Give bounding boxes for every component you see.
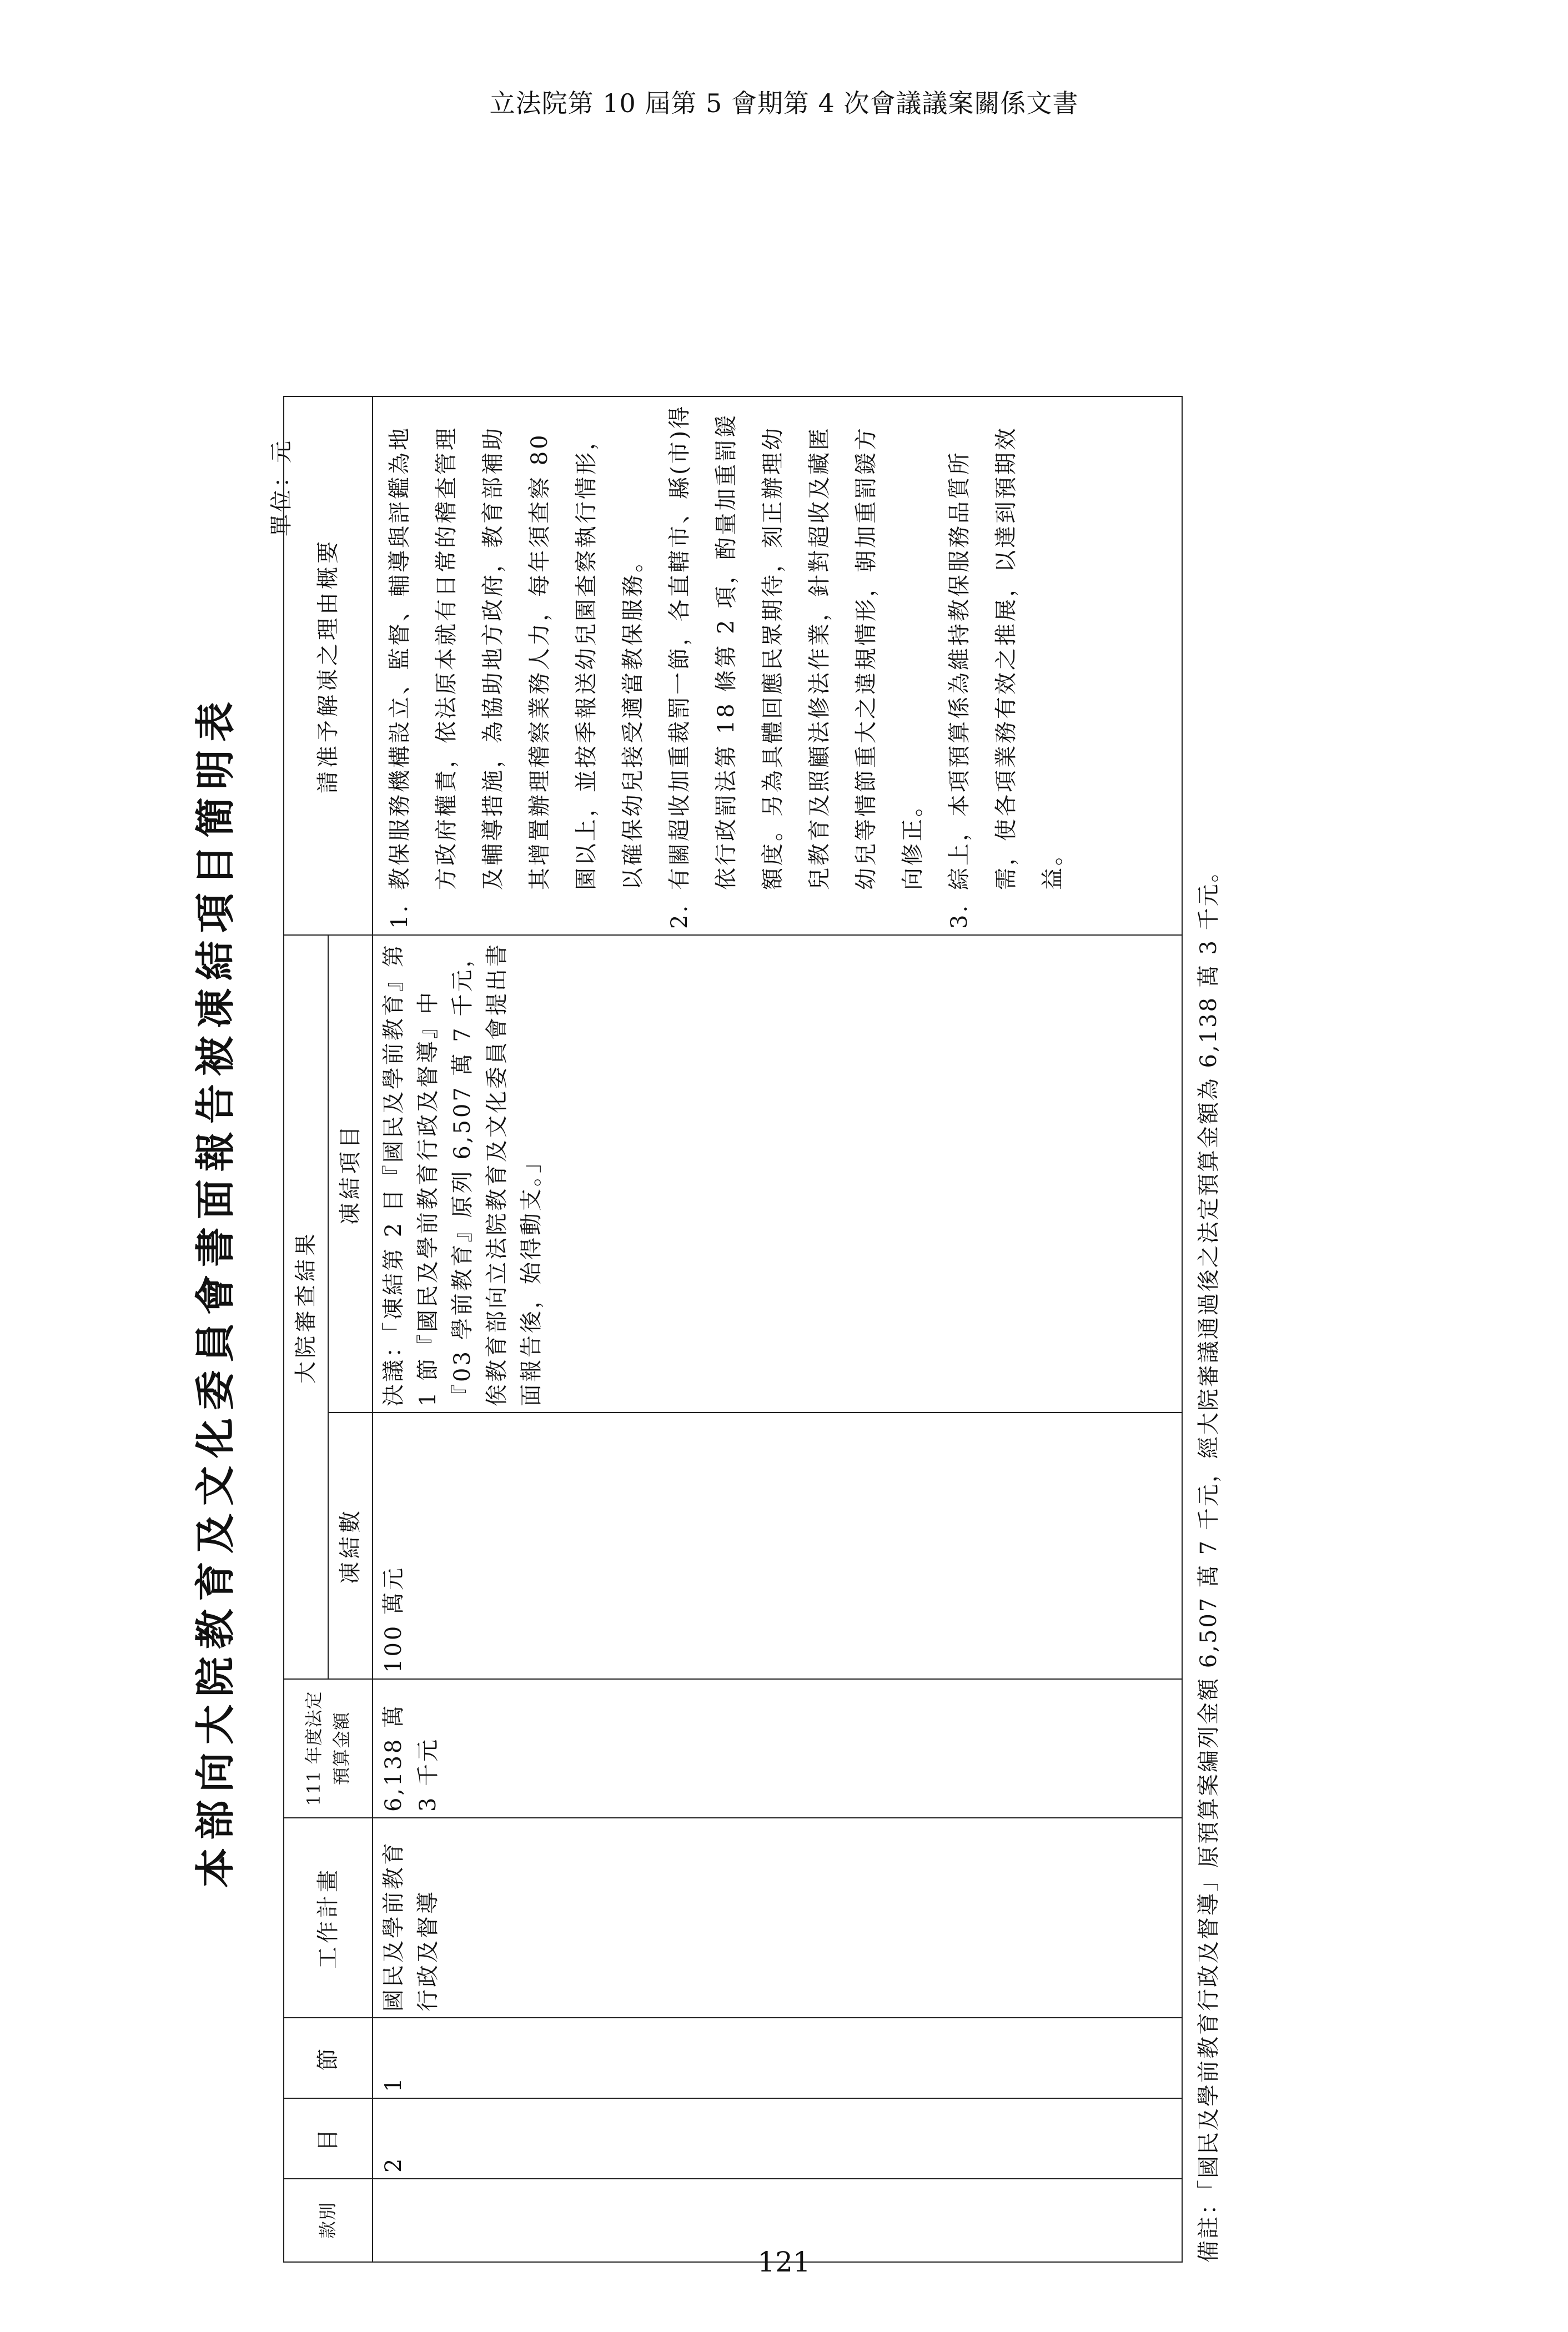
reason-number: 2. (667, 903, 692, 929)
page-header: 立法院第 10 屆第 5 會期第 4 次會議議案關係文書 (489, 88, 1079, 118)
reason-text: 有關超收加重裁罰一節，各直轄市、縣(市)得依行政罰法第 18 條第 2 項，酌量加重罰鍰額度。另為具體回應民眾期待，刻正辦理幼兒教育及照顧法修法作業，針對超收及藏匿幼兒等情節重大之違規情形，朝加重罰鍰方向修正。 (667, 404, 926, 890)
header-item: 目 (284, 2098, 373, 2179)
reason-item-2 (656, 403, 936, 929)
header-frozen-amount: 凍結數 (328, 1413, 373, 1679)
header-category: 款別 (284, 2179, 373, 2262)
reason-number: 1. (387, 903, 413, 929)
page-number: 121 (757, 2246, 811, 2278)
header-plan: 工作計畫 (284, 1818, 373, 2018)
frozen-items-table (283, 396, 1183, 2263)
header-budget: 111 年度法定預算金額 (284, 1679, 373, 1818)
cell-item: 2 (373, 2098, 1182, 2179)
rotated-content (183, 250, 1294, 2332)
cell-frozen-item: 決議：「凍結第 2 目『國民及學前教育』第 1 節『國民及學前教育行政及督導』中『03 學前教育』原列 6,507 萬 7 千元，俟教育部向立法院教育及文化委員會提出書面報告後，始得動支。」 (373, 935, 1182, 1413)
header-section: 節 (284, 2018, 373, 2098)
header-review-group: 大院審查結果 (284, 935, 328, 1679)
header-frozen-item: 凍結項目 (328, 935, 373, 1413)
reason-text: 綜上，本項預算係為維持教保服務品質所需，使各項業務有效之推展，以達到預期效益。 (947, 426, 1066, 890)
remark-note: 備註：「國民及學前教育行政及督導」原預算案編列金額 6,507 萬 7 千元，經大院審議通過後之法定預算金額為 6,138 萬 3 千元。 (1196, 858, 1222, 2263)
reason-item-1 (376, 403, 656, 929)
cell-plan: 國民及學前教育行政及督導 (373, 1818, 1182, 2018)
reason-number: 3. (947, 903, 972, 929)
cell-reasons (373, 396, 1182, 935)
reason-text: 教保服務機構設立、監督、輔導與評鑑為地方政府權責，依法原本就有日常的稽查管理及輔導措施，為協助地方政府，教育部補助其增置辦理稽察業務人力，每年須查察 80 園以上，並按季報送幼兒園查察執行情形，以確保幼兒接受適當教保服務。 (387, 426, 646, 890)
cell-budget: 6,138 萬 3 千元 (373, 1679, 1182, 1818)
cell-frozen-amount: 100 萬元 (373, 1413, 1182, 1679)
table-row (373, 396, 1182, 2262)
reason-item-3 (936, 403, 1076, 929)
document-title: 本部向大院教育及文化委員會書面報告被凍結項目簡明表 (192, 694, 239, 1888)
header-reason: 請准予解凍之理由概要 (284, 396, 373, 935)
cell-section: 1 (373, 2018, 1182, 2098)
unit-label: 單位：元 (269, 439, 294, 536)
